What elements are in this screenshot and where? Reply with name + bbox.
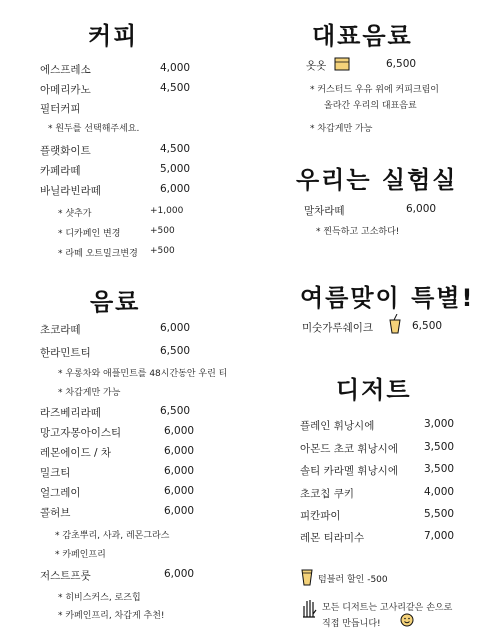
handmade-note: 직접 만듭니다! [322,619,381,629]
tumbler-discount: 텀블러 할인 -500 [318,575,388,585]
addon-price: +500 [150,226,175,236]
lab-title: 우리는 실험실 [296,166,458,194]
signature-note: * 차갑게만 가능 [310,124,373,134]
signature-note: 올라간 우리의 대표음료 [324,101,417,111]
drink-note: * 카페인프리 [55,550,106,560]
drinks-title: 음료 [90,288,141,316]
signature-note: * 커스터드 우유 위에 커피크림이 [310,85,439,95]
handmade-note: 모든 디저트는 고사리같은 손으로 [322,603,453,613]
hand-icon [300,598,318,618]
signature-title: 대표음료 [312,22,413,50]
addon-name: * 디카페인 변경 [58,229,121,239]
addon-name: * 샷추가 [58,209,92,219]
shake-cup-icon [388,314,402,334]
drink-note: * 카페인프리, 차갑게 추천! [58,611,165,621]
drink-note: * 우롱차와 애플민트를 48시간동안 우린 티 [58,369,228,379]
coffee-title: 커피 [88,22,139,50]
filter-note: * 원두를 선택해주세요. [48,124,140,134]
addon-price: +1,000 [150,206,184,216]
addon-name: * 라떼 오트밀크변경 [58,249,138,259]
dessert-title: 디저트 [336,376,412,404]
addon-price: +500 [150,246,175,256]
lab-note: * 찐득하고 고소하다! [316,227,400,237]
drink-note: * 차갑게만 가능 [58,388,121,398]
tumbler-icon [300,568,314,586]
drink-note: * 감초뿌리, 사과, 레몬그라스 [55,531,170,541]
drink-note: * 히비스커스, 로즈힙 [58,593,141,603]
cake-box-icon [334,57,350,71]
summer-title: 여름맞이 특별! [300,284,475,312]
smiley-icon [400,613,414,627]
